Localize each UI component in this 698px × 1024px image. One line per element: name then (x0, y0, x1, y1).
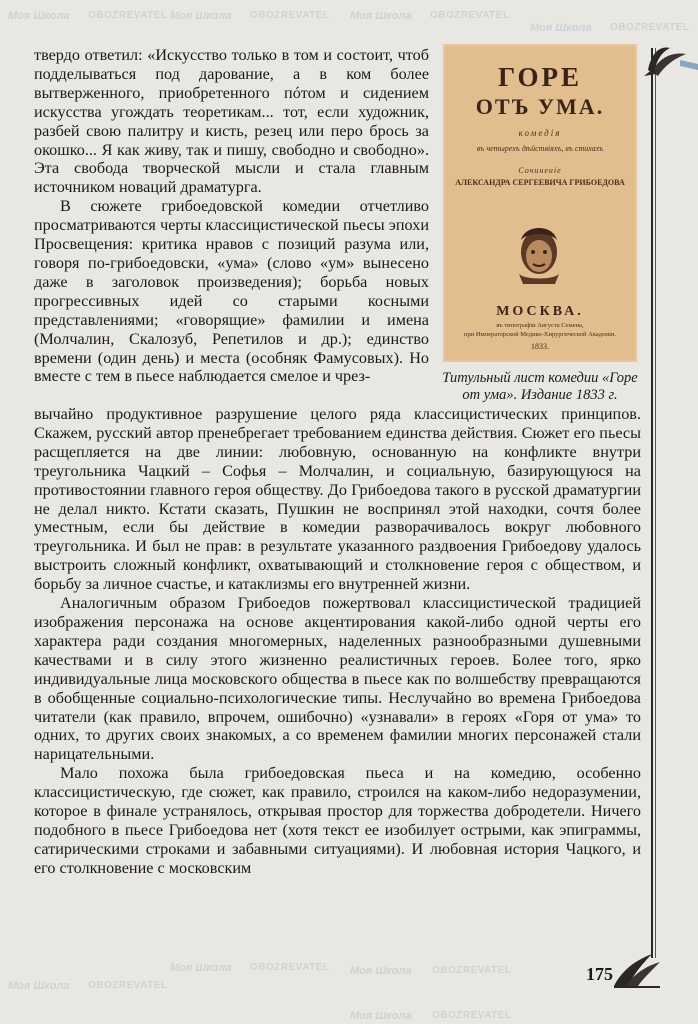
watermark-brand: OBOZREVATEL (432, 1010, 512, 1021)
figure-author: АЛЕКСАНДРА СЕРГЕЕВИЧА ГРИБОЕДОВА (455, 178, 625, 187)
page-number: 175 (586, 964, 613, 984)
paragraph: В сюжете грибоедовской комедии отчетливо просматриваются черты классицистической пьесы эпохи Просвещения: критика нравов с позиций разума или, говоря по-грибоедовски, «ума» (слово «ум» вынесено даже в заголовок произведения); борьба новых прогрессивных идей со старыми косными представлениями; «говорящие» фамилии и имена (Молчалин, Скалозуб, Репетилов и др.); единство времени (один день) и места (особняк Фамусовых). Но вместе с тем в пьесе наблюдается смелое и чрез- (34, 197, 429, 386)
figure-title-line1: ГОРЕ (497, 62, 582, 92)
figure-publisher-line2: при Императорской Медико-Хирургической Академіи. (463, 331, 617, 338)
corner-ornament-top-icon (640, 40, 698, 80)
watermark-brand: OBOZREVATEL (88, 10, 168, 21)
figure-publisher-line1: въ типографіи Августа Семена, (496, 322, 584, 329)
paragraph: твердо ответил: «Искусство только в том и состоит, чтоб подделываться под дарование, а в ком более вытверженного, приобретенного пóтом и сидением искусства угождать теоретикам... тот, если художник, разбей свою палитру и кисть, резец или перо брось за окошко... Я как живу, так и пишу, свободно и свободно». Эта свобода творческой мысли и стала главным источником новаций драматурга. (34, 46, 429, 197)
watermark-brand: OBOZREVATEL (250, 10, 330, 21)
figure-subtitle: въ четырехъ дѣйствіяхъ, въ стихахъ (476, 144, 604, 153)
mask-vignette-icon (511, 218, 567, 288)
watermark-brand: OBOZREVATEL (432, 965, 512, 976)
figure-genre: комедія (518, 128, 562, 138)
watermark-site: Моя Школа (350, 965, 412, 977)
watermark-site: Моя Школа (170, 962, 232, 974)
paragraph: вычайно продуктивное разрушение целого ряда классицистических принципов. Скажем, русский автор пренебрегает требованием единства действия. Сюжет его пьесы расщепляется на две линии: любовную, основанную на конфликте внутри треугольника Чацкий – Софья – Молчалин, и социальную, базирующуюся на противостоянии главного героя обществу. До Грибоедова такого в русской драматургии не делал никто. Кстати сказать, Пушкин не воспринял этой находки, сочтя более уместным, если бы действие в комедии разворачивалось вокруг любовного треугольника. И был не прав: в результате указанного раздвоения Грибоедову удалось выстроить сложный конфликт, охватывающий и столкновение героя с обществом, и борьбу за личное счастье, и катаклизмы его внутренней жизни. (34, 405, 641, 594)
watermark-brand: OBOZREVATEL (88, 980, 168, 991)
watermark-site: Моя Школа (350, 10, 412, 22)
text-column-wide (34, 405, 641, 878)
figure-year: 1833. (531, 342, 549, 351)
watermark-brand: OBOZREVATEL (610, 22, 690, 33)
figure-caption: Титульный лист комедии «Горе от ума». Издание 1833 г. (442, 370, 638, 403)
title-page-image (443, 44, 637, 362)
figure-title-line2: ОТЪ УМА. (475, 94, 605, 119)
side-border-line (651, 48, 653, 958)
figure-author-label: Сочиненіе (518, 166, 562, 175)
title-page-paper (445, 46, 635, 360)
paragraph: Мало похожа была грибоедовская пьеса и на комедию, особенно классицистическую, где сюжет, как правило, строился на каком-либо недоразумении, которое в финале устранялось, открывая простор для торжества добродетели. Ничего подобного в пьесе Грибоедова нет (хотя текст ее изобилует острыми, как эпиграммы, сатирическими строками и забавными ситуациями). И любовная история Чацкого, и его столкновение с московским (34, 764, 641, 877)
corner-ornament-bottom-icon (612, 950, 662, 988)
text-column-top (34, 46, 429, 386)
watermark-site: Моя Школа (8, 980, 70, 992)
watermark-site: Моя Школа (170, 10, 232, 22)
watermark-brand: OBOZREVATEL (250, 962, 330, 973)
figure-city: МОСКВА. (496, 304, 584, 319)
watermark-site: Моя Школа (530, 22, 592, 34)
watermark-site: Моя Школа (350, 1010, 412, 1022)
paragraph: Аналогичным образом Грибоедов пожертвовал классицистической традицией изображения персонажа на основе акцентирования какой-либо одной черты его характера ради создания многомерных, наделенных разнообразными душевными качествами и в силу этого жизненно реалистичных героев. Более того, ярко индивидуальные лица московского общества в пьесе как по волшебству превращаются в обобщенные социально-психологические типы. Неслучайно во времена Грибоедова читатели (как правило, впрочем, ошибочно) «узнавали» в героях «Горя от ума» то одних, то других своих знакомых, а со временем фамилии многих персонажей стали нарицательными. (34, 594, 641, 764)
side-border-line-thin (655, 48, 656, 958)
watermark-site: Моя Школа (8, 10, 70, 22)
watermark-brand: OBOZREVATEL (430, 10, 510, 21)
